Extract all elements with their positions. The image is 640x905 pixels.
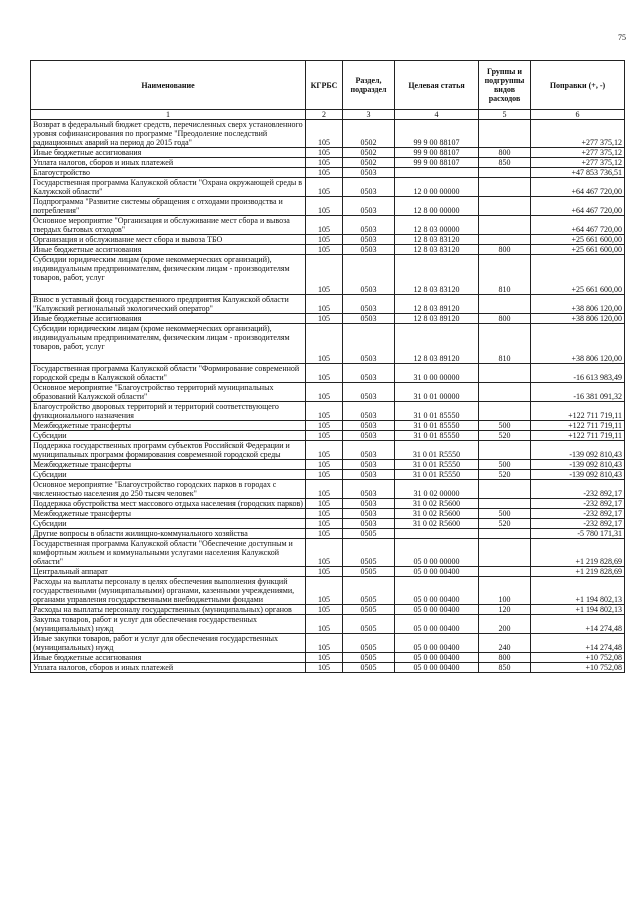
header-amendment: Поправки (+, -) [531, 61, 625, 110]
row-target: 31 0 01 85550 [395, 431, 479, 441]
row-group [479, 567, 531, 577]
row-target: 31 0 02 00000 [395, 480, 479, 499]
row-name: Поддержка государственных программ субъектов Российской Федерации и муниципальных программ формирования современной городской среды [31, 441, 306, 460]
row-amount: +1 219 828,69 [531, 539, 625, 567]
row-section: 0503 [343, 509, 395, 519]
row-name: Иные закупки товаров, работ и услуг для обеспечения государственных (муниципальных) нужд [31, 634, 306, 653]
row-section: 0503 [343, 364, 395, 383]
row-amount: +122 711 719,11 [531, 431, 625, 441]
row-amount: +64 467 720,00 [531, 178, 625, 197]
row-section: 0503 [343, 324, 395, 364]
row-kgrbs: 105 [306, 421, 343, 431]
row-kgrbs: 105 [306, 148, 343, 158]
row-section: 0503 [343, 460, 395, 470]
row-group [479, 529, 531, 539]
row-name: Другие вопросы в области жилищно-коммунального хозяйства [31, 529, 306, 539]
row-target: 12 8 03 89120 [395, 314, 479, 324]
row-section: 0503 [343, 178, 395, 197]
row-amount: +14 274,48 [531, 615, 625, 634]
row-target: 12 8 03 89120 [395, 324, 479, 364]
row-target: 99 9 00 88107 [395, 158, 479, 168]
row-target: 05 0 00 00400 [395, 567, 479, 577]
table-row [31, 402, 625, 421]
table-header-row [31, 61, 625, 110]
table-row [31, 615, 625, 634]
row-target: 12 8 03 00000 [395, 216, 479, 235]
row-group: 500 [479, 509, 531, 519]
row-amount: +10 752,08 [531, 653, 625, 663]
row-target: 31 0 02 R5600 [395, 509, 479, 519]
table-row [31, 567, 625, 577]
row-group: 810 [479, 255, 531, 295]
table-row [31, 577, 625, 605]
row-kgrbs: 105 [306, 178, 343, 197]
row-target: 31 0 01 R5550 [395, 441, 479, 460]
row-group: 100 [479, 577, 531, 605]
col-number: 3 [343, 110, 395, 120]
row-section: 0503 [343, 383, 395, 402]
row-kgrbs: 105 [306, 120, 343, 148]
row-name: Субсидии [31, 431, 306, 441]
table-row [31, 168, 625, 178]
row-group: 800 [479, 245, 531, 255]
row-amount: +122 711 719,11 [531, 402, 625, 421]
row-target: 05 0 00 00400 [395, 653, 479, 663]
row-kgrbs: 105 [306, 158, 343, 168]
row-target: 05 0 00 00000 [395, 539, 479, 567]
row-target: 31 0 02 R5600 [395, 499, 479, 509]
row-target: 99 9 00 88107 [395, 120, 479, 148]
row-section: 0503 [343, 255, 395, 295]
row-kgrbs: 105 [306, 364, 343, 383]
row-kgrbs: 105 [306, 663, 343, 673]
row-kgrbs: 105 [306, 460, 343, 470]
row-name: Иные бюджетные ассигнования [31, 314, 306, 324]
row-section: 0503 [343, 480, 395, 499]
row-kgrbs: 105 [306, 441, 343, 460]
row-section: 0503 [343, 499, 395, 509]
row-amount: +14 274,48 [531, 634, 625, 653]
table-row [31, 216, 625, 235]
row-amount: +38 806 120,00 [531, 295, 625, 314]
row-name: Межбюджетные трансферты [31, 460, 306, 470]
row-kgrbs: 105 [306, 605, 343, 615]
row-section: 0503 [343, 168, 395, 178]
row-section: 0503 [343, 245, 395, 255]
row-group [479, 168, 531, 178]
row-target [395, 168, 479, 178]
table-row [31, 634, 625, 653]
row-name: Расходы на выплаты персоналу в целях обеспечения выполнения функций государственными (муниципальными) органами, казенными учреждениями, органами управления государственными внебюджетными фондами [31, 577, 306, 605]
row-name: Межбюджетные трансферты [31, 421, 306, 431]
row-target: 31 0 01 00000 [395, 383, 479, 402]
row-amount: -232 892,17 [531, 519, 625, 529]
row-kgrbs: 105 [306, 235, 343, 245]
row-group: 520 [479, 470, 531, 480]
row-name: Субсидии [31, 519, 306, 529]
row-amount: +25 661 600,00 [531, 235, 625, 245]
header-kgrbs: КГРБС [306, 61, 343, 110]
row-target: 31 0 02 R5600 [395, 519, 479, 529]
row-section: 0503 [343, 314, 395, 324]
table-row [31, 235, 625, 245]
row-target: 12 8 03 83120 [395, 245, 479, 255]
row-kgrbs: 105 [306, 197, 343, 216]
row-name: Центральный аппарат [31, 567, 306, 577]
row-amount: +1 194 802,13 [531, 605, 625, 615]
header-section: Раздел, подраздел [343, 61, 395, 110]
table-row [31, 255, 625, 295]
row-name: Государственная программа Калужской области "Формирование современной городской среды в Калужской области" [31, 364, 306, 383]
row-section: 0505 [343, 615, 395, 634]
row-group [479, 178, 531, 197]
row-name: Организация и обслуживание мест сбора и вывоза ТБО [31, 235, 306, 245]
row-section: 0502 [343, 158, 395, 168]
row-target: 05 0 00 00400 [395, 577, 479, 605]
row-group: 850 [479, 158, 531, 168]
row-target: 31 0 01 85550 [395, 421, 479, 431]
table-row [31, 324, 625, 364]
row-name: Основное мероприятие "Организация и обслуживание мест сбора и вывоза твердых бытовых отходов" [31, 216, 306, 235]
row-name: Основное мероприятие "Благоустройство территорий муниципальных образований Калужской области" [31, 383, 306, 402]
row-amount: +10 752,08 [531, 663, 625, 673]
row-amount: -16 381 091,32 [531, 383, 625, 402]
row-kgrbs: 105 [306, 383, 343, 402]
row-name: Благоустройство [31, 168, 306, 178]
row-section: 0503 [343, 402, 395, 421]
row-kgrbs: 105 [306, 480, 343, 499]
header-group: Группы и подгруппы видов расходов [479, 61, 531, 110]
row-section: 0502 [343, 120, 395, 148]
row-amount: -16 613 983,49 [531, 364, 625, 383]
row-name: Иные бюджетные ассигнования [31, 653, 306, 663]
table-body [31, 120, 625, 673]
table-row [31, 245, 625, 255]
row-group [479, 539, 531, 567]
row-group: 520 [479, 519, 531, 529]
row-section: 0503 [343, 470, 395, 480]
row-name: Государственная программа Калужской области "Обеспечение доступным и комфортным жильем и коммунальными услугами населения Калужской области" [31, 539, 306, 567]
row-section: 0503 [343, 197, 395, 216]
row-target: 12 0 00 00000 [395, 178, 479, 197]
row-group: 240 [479, 634, 531, 653]
row-section: 0505 [343, 529, 395, 539]
row-amount: +1 194 802,13 [531, 577, 625, 605]
header-target: Целевая статья [395, 61, 479, 110]
budget-amendments-table [30, 60, 625, 673]
table-row [31, 499, 625, 509]
row-target: 05 0 00 00400 [395, 663, 479, 673]
row-group: 800 [479, 314, 531, 324]
row-name: Взнос в уставный фонд государственного предприятия Калужской области "Калужский региональный экологический оператор" [31, 295, 306, 314]
col-number: 1 [31, 110, 306, 120]
table-row [31, 431, 625, 441]
row-group: 810 [479, 324, 531, 364]
table-row [31, 539, 625, 567]
row-group: 800 [479, 653, 531, 663]
row-kgrbs: 105 [306, 634, 343, 653]
col-number: 5 [479, 110, 531, 120]
row-name: Иные бюджетные ассигнования [31, 148, 306, 158]
row-kgrbs: 105 [306, 470, 343, 480]
row-section: 0502 [343, 148, 395, 158]
row-group [479, 120, 531, 148]
row-section: 0503 [343, 216, 395, 235]
row-target [395, 529, 479, 539]
row-name: Субсидии юридическим лицам (кроме некоммерческих организаций), индивидуальным предпринимателям, физическим лицам - производителям товаров, работ, услуг [31, 324, 306, 364]
table-row [31, 605, 625, 615]
col-number: 4 [395, 110, 479, 120]
row-kgrbs: 105 [306, 255, 343, 295]
row-name: Поддержка обустройства мест массового отдыха населения (городских парков) [31, 499, 306, 509]
row-name: Иные бюджетные ассигнования [31, 245, 306, 255]
row-group [479, 383, 531, 402]
row-section: 0503 [343, 235, 395, 245]
row-group: 850 [479, 663, 531, 673]
row-section: 0505 [343, 567, 395, 577]
row-group: 520 [479, 431, 531, 441]
table-row [31, 441, 625, 460]
row-kgrbs: 105 [306, 519, 343, 529]
row-group: 200 [479, 615, 531, 634]
table-row [31, 178, 625, 197]
row-amount: +25 661 600,00 [531, 245, 625, 255]
row-section: 0505 [343, 577, 395, 605]
row-name: Уплата налогов, сборов и иных платежей [31, 158, 306, 168]
page-number: 75 [618, 33, 626, 42]
row-group [479, 499, 531, 509]
row-kgrbs: 105 [306, 539, 343, 567]
row-group [479, 235, 531, 245]
row-amount: +277 375,12 [531, 148, 625, 158]
table-row [31, 509, 625, 519]
row-kgrbs: 105 [306, 529, 343, 539]
row-name: Субсидии [31, 470, 306, 480]
row-kgrbs: 105 [306, 615, 343, 634]
row-amount: +25 661 600,00 [531, 255, 625, 295]
row-kgrbs: 105 [306, 509, 343, 519]
table-row [31, 480, 625, 499]
row-amount: -232 892,17 [531, 480, 625, 499]
table-row [31, 314, 625, 324]
row-target: 31 0 01 R5550 [395, 470, 479, 480]
table-row [31, 529, 625, 539]
row-name: Субсидии юридическим лицам (кроме некоммерческих организаций), индивидуальным предпринимателям, физическим лицам - производителям товаров, работ, услуг [31, 255, 306, 295]
table-row [31, 197, 625, 216]
row-kgrbs: 105 [306, 577, 343, 605]
row-name: Уплата налогов, сборов и иных платежей [31, 663, 306, 673]
row-section: 0505 [343, 653, 395, 663]
row-group [479, 364, 531, 383]
row-name: Государственная программа Калужской области "Охрана окружающей среды в Калужской области" [31, 178, 306, 197]
row-kgrbs: 105 [306, 402, 343, 421]
row-amount: +38 806 120,00 [531, 324, 625, 364]
row-target: 12 8 00 00000 [395, 197, 479, 216]
row-target: 05 0 00 00400 [395, 605, 479, 615]
table-row [31, 383, 625, 402]
row-section: 0505 [343, 605, 395, 615]
row-group: 500 [479, 460, 531, 470]
row-group [479, 216, 531, 235]
row-target: 12 8 03 89120 [395, 295, 479, 314]
row-section: 0503 [343, 295, 395, 314]
row-amount: +277 375,12 [531, 158, 625, 168]
row-section: 0503 [343, 519, 395, 529]
row-amount: -139 092 810,43 [531, 460, 625, 470]
table-row [31, 421, 625, 431]
row-kgrbs: 105 [306, 431, 343, 441]
row-group [479, 480, 531, 499]
row-section: 0503 [343, 421, 395, 431]
row-amount: +64 467 720,00 [531, 197, 625, 216]
row-amount: +64 467 720,00 [531, 216, 625, 235]
col-number: 2 [306, 110, 343, 120]
row-name: Благоустройство дворовых территорий и территорий соответствующего функционального назначения [31, 402, 306, 421]
table-row [31, 364, 625, 383]
row-amount: -139 092 810,43 [531, 470, 625, 480]
row-kgrbs: 105 [306, 245, 343, 255]
row-kgrbs: 105 [306, 314, 343, 324]
row-group [479, 197, 531, 216]
col-number: 6 [531, 110, 625, 120]
row-target: 31 0 01 R5550 [395, 460, 479, 470]
table-row [31, 158, 625, 168]
row-kgrbs: 105 [306, 653, 343, 663]
row-target: 31 0 00 00000 [395, 364, 479, 383]
row-kgrbs: 105 [306, 168, 343, 178]
row-name: Закупка товаров, работ и услуг для обеспечения государственных (муниципальных) нужд [31, 615, 306, 634]
row-kgrbs: 105 [306, 216, 343, 235]
table-row [31, 653, 625, 663]
row-target: 05 0 00 00400 [395, 634, 479, 653]
row-section: 0505 [343, 663, 395, 673]
row-amount: -232 892,17 [531, 499, 625, 509]
header-name: Наименование [31, 61, 306, 110]
row-amount: -5 780 171,31 [531, 529, 625, 539]
row-name: Возврат в федеральный бюджет средств, перечисленных сверх установленного уровня софинансирования по программе "Преодоление последствий радиационных аварий на период до 2015 года" [31, 120, 306, 148]
row-target: 12 8 03 83120 [395, 255, 479, 295]
row-target: 31 0 01 85550 [395, 402, 479, 421]
column-number-row [31, 110, 625, 120]
row-section: 0503 [343, 431, 395, 441]
row-amount: +47 853 736,51 [531, 168, 625, 178]
row-kgrbs: 105 [306, 499, 343, 509]
table-row [31, 663, 625, 673]
table-row [31, 148, 625, 158]
row-amount: -139 092 810,43 [531, 441, 625, 460]
row-group: 120 [479, 605, 531, 615]
row-section: 0505 [343, 539, 395, 567]
row-group: 800 [479, 148, 531, 158]
row-amount: +122 711 719,11 [531, 421, 625, 431]
row-name: Расходы на выплаты персоналу государственных (муниципальных) органов [31, 605, 306, 615]
row-target: 12 8 03 83120 [395, 235, 479, 245]
row-name: Основное мероприятие "Благоустройство городских парков в городах с численностью населения до 250 тысяч человек" [31, 480, 306, 499]
row-amount: +38 806 120,00 [531, 314, 625, 324]
table-row [31, 120, 625, 148]
row-amount: +1 219 828,69 [531, 567, 625, 577]
row-name: Подпрограмма "Развитие системы обращения с отходами производства и потребления" [31, 197, 306, 216]
row-group [479, 295, 531, 314]
row-amount: +277 375,12 [531, 120, 625, 148]
row-target: 05 0 00 00400 [395, 615, 479, 634]
row-group [479, 402, 531, 421]
row-kgrbs: 105 [306, 567, 343, 577]
row-group: 500 [479, 421, 531, 431]
row-kgrbs: 105 [306, 295, 343, 314]
row-kgrbs: 105 [306, 324, 343, 364]
row-group [479, 441, 531, 460]
row-section: 0503 [343, 441, 395, 460]
row-amount: -232 892,17 [531, 509, 625, 519]
table-row [31, 295, 625, 314]
table-row [31, 460, 625, 470]
table-row [31, 470, 625, 480]
row-section: 0505 [343, 634, 395, 653]
row-target: 99 9 00 88107 [395, 148, 479, 158]
table-row [31, 519, 625, 529]
row-name: Межбюджетные трансферты [31, 509, 306, 519]
